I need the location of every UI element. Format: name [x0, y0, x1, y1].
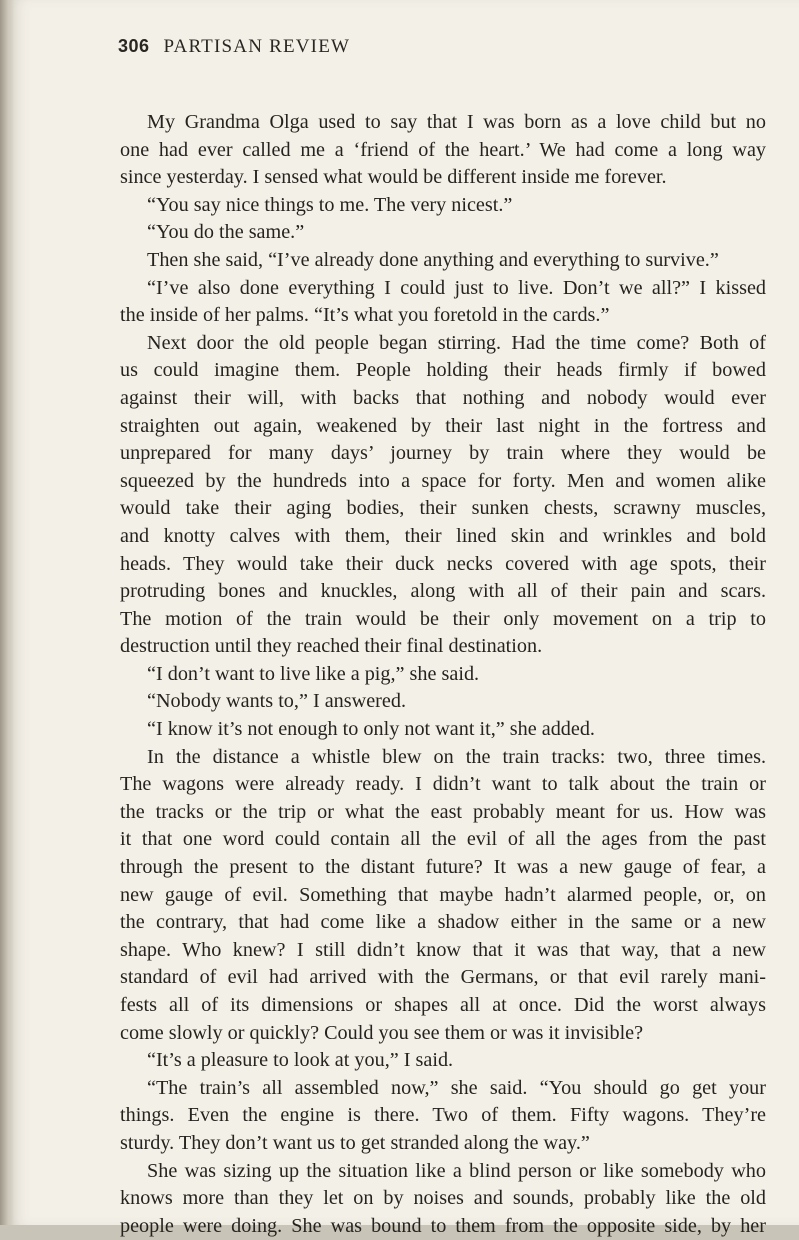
text-line: “You say nice things to me. The very nicest.” — [147, 193, 513, 216]
text-line: In the distance a whistle blew on the train tracks: two, three times. — [147, 745, 766, 768]
text-line: and knotty calves with them, their lined skin and wrinkles and bold — [120, 524, 766, 547]
journal-title: PARTISAN REVIEW — [163, 36, 351, 57]
text-line: squeezed by the hundreds into a space for forty. Men and women alike — [120, 469, 766, 492]
text-line: one had ever called me a ‘friend of the heart.’ We had come a long way — [120, 138, 766, 161]
text-line: The motion of the train would be their only movement on a trip to — [120, 607, 766, 630]
text-line: She was sizing up the situation like a blind person or like somebody who — [147, 1159, 766, 1182]
text-line: “I know it’s not enough to only not want it,” she added. — [147, 718, 595, 741]
page-gutter-shadow — [0, 0, 14, 1225]
text-line: it that one word could contain all the evil of all the ages from the past — [120, 828, 766, 851]
text-line: the contrary, that had come like a shadow either in the same or a new — [120, 911, 766, 934]
page-number: 306 — [118, 36, 150, 56]
text-line: “It’s a pleasure to look at you,” I said. — [147, 1049, 454, 1072]
text-line: new gauge of evil. Something that maybe hadn’t alarmed people, or, on — [120, 883, 766, 906]
running-head — [118, 36, 350, 58]
text-line: destruction until they reached their final destination. — [120, 635, 543, 658]
text-line: would take their aging bodies, their sunken chests, scrawny muscles, — [120, 497, 766, 520]
text-line: fests all of its dimensions or shapes all at once. Did the worst always — [120, 994, 766, 1016]
text-line: “I’ve also done everything I could just to live. Don’t we all?” I kissed — [147, 276, 766, 299]
text-line: since yesterday. I sensed what would be different inside me forever. — [120, 166, 667, 189]
text-line: shape. Who knew? I still didn’t know that it was that way, that a new — [120, 938, 766, 961]
text-line: against their will, with backs that nothing and nobody would ever — [120, 386, 766, 409]
text-line: through the present to the distant future? It was a new gauge of fear, a — [120, 856, 766, 879]
text-line: My Grandma Olga used to say that I was born as a love child but no — [147, 111, 766, 133]
text-line: “The train’s all assembled now,” she said. “You should go get your — [147, 1076, 766, 1099]
text-line: come slowly or quickly? Could you see them or was it invisible? — [120, 1021, 644, 1044]
text-line: the tracks or the trip or what the east probably meant for us. How was — [120, 800, 766, 823]
text-line: us could imagine them. People holding their heads firmly if bowed — [120, 359, 766, 382]
body-text — [120, 109, 766, 1240]
text-line: “You do the same.” — [147, 221, 305, 244]
text-line: things. Even the engine is there. Two of them. Fifty wagons. They’re — [120, 1104, 766, 1127]
text-line: straighten out again, weakened by their last night in the fortress and — [120, 414, 766, 437]
text-line: the inside of her palms. “It’s what you foretold in the cards.” — [120, 304, 610, 327]
text-line: heads. They would take their duck necks covered with age spots, their — [120, 552, 766, 575]
text-line: The wagons were already ready. I didn’t want to talk about the train or — [120, 773, 766, 796]
text-line: “I don’t want to live like a pig,” she said. — [147, 662, 480, 685]
text-line: people were doing. She was bound to them from the opposite side, by her — [120, 1214, 766, 1237]
text-line: Next door the old people began stirring. Had the time come? Both of — [147, 331, 766, 354]
text-line: unprepared for many days’ journey by train where they would be — [120, 442, 766, 465]
text-line: “Nobody wants to,” I answered. — [147, 690, 406, 713]
text-line: standard of evil had arrived with the Germans, or that evil rarely mani- — [120, 966, 766, 989]
text-line: sturdy. They don’t want us to get stranded along the way.” — [120, 1131, 590, 1154]
text-line: knows more than they let on by noises and sounds, probably like the old — [120, 1187, 766, 1210]
text-line: protruding bones and knuckles, along with all of their pain and scars. — [120, 580, 766, 603]
text-line: Then she said, “I’ve already done anything and everything to survive.” — [147, 248, 719, 271]
